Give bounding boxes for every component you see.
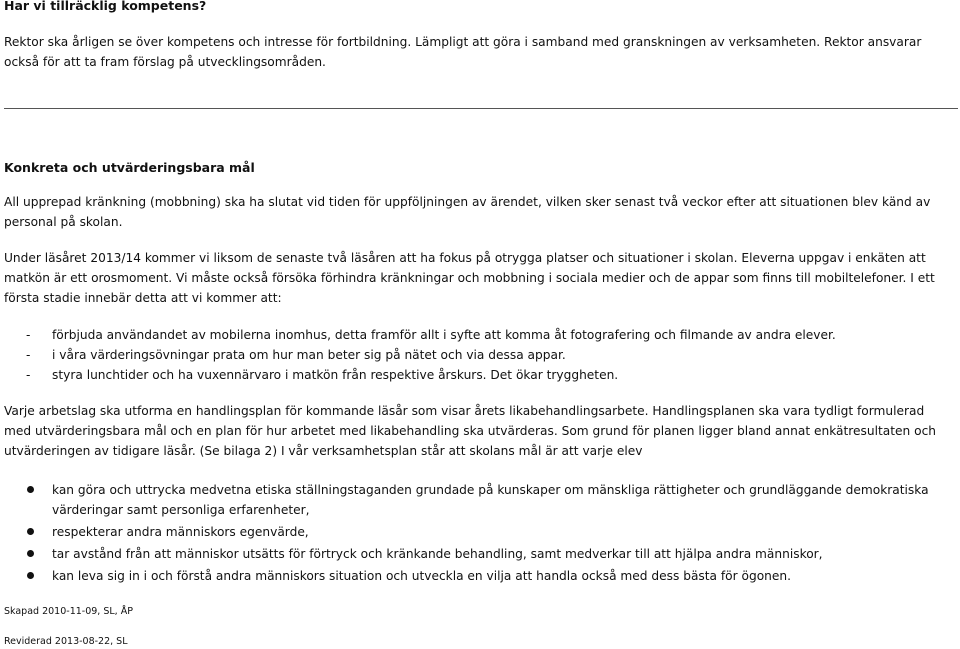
bullet-icon	[27, 572, 34, 579]
list-item-text: i våra värderingsövningar prata om hur man beter sig på nätet och via dessa appar.	[52, 348, 566, 362]
dash-marker: -	[26, 368, 31, 382]
bullet-icon	[27, 550, 34, 557]
section-heading-goals: Konkreta och utvärderingsbara mål	[4, 160, 255, 175]
list-item	[4, 480, 944, 520]
action-plan-paragraph: Varje arbetslag ska utforma en handlingsplan för kommande läsår som visar årets likabehandlingsarbete. Handlingsplanen ska vara tydligt formulerad med utvärderingsbara mål och en plan för hur arbetet med likabehandling ska utvärderas. Som grund för planen ligger bland annat enkätresultaten och utvärderingen av tidigare läsår. (Se bilaga 2) I vår verksamhetsplan står att skolans mål är att varje elev	[4, 404, 936, 458]
list-item	[4, 345, 944, 365]
list-item-text: styra lunchtider och ha vuxennärvaro i matkön från respektive årskurs. Det ökar tryggheten.	[52, 368, 619, 382]
action-list	[4, 325, 944, 385]
intro-paragraph: Rektor ska årligen se över kompetens och intresse för fortbildning. Lämpligt att göra i samband med granskningen av verksamheten. Rektor ansvarar också för att ta fram förslag på utvecklingsområden.	[4, 35, 922, 69]
list-item	[4, 325, 944, 345]
list-item	[4, 566, 944, 586]
dash-marker: -	[26, 328, 31, 342]
footer-revised: Reviderad 2013-08-22, SL	[4, 636, 128, 647]
list-item-text: kan göra och uttrycka medvetna etiska ställningstaganden grundade på kunskaper om mänskliga rättigheter och grundläggande demokratiska värderingar samt personliga erfarenheter,	[52, 483, 929, 517]
list-item	[4, 365, 944, 385]
list-item	[4, 522, 944, 542]
list-item-text: respekterar andra människors egenvärde,	[52, 525, 309, 539]
list-item-text: tar avstånd från att människor utsätts för förtryck och kränkande behandling, samt medverkar till att hjälpa andra människor,	[52, 547, 823, 561]
section-heading-competence: Har vi tillräcklig kompetens?	[4, 0, 207, 13]
footer-created: Skapad 2010-11-09, SL, ÅP	[4, 606, 133, 617]
bullet-icon	[27, 528, 34, 535]
bullet-icon	[27, 486, 34, 493]
horizontal-divider	[4, 108, 958, 109]
list-item	[4, 544, 944, 564]
dash-marker: -	[26, 348, 31, 362]
focus-paragraph: Under läsåret 2013/14 kommer vi liksom de senaste två läsåren att ha fokus på otrygga platser och situationer i skolan. Eleverna uppgav i enkäten att matkön är ett orosmoment. Vi måste också försöka förhindra kränkningar och mobbning i sociala medier och de appar som finns till mobiltelefoner. I ett första stadie innebär detta att vi kommer att:	[4, 251, 935, 305]
list-item-text: kan leva sig in i och förstå andra människors situation och utveckla en vilja att handla också med dess bästa för ögonen.	[52, 569, 791, 583]
goal-paragraph: All upprepad kränkning (mobbning) ska ha slutat vid tiden för uppföljningen av ärendet, vilken sker senast två veckor efter att situationen blev känd av personal på skolan.	[4, 195, 931, 229]
list-item-text: förbjuda användandet av mobilerna inomhus, detta framför allt i syfte att komma åt fotografering och filmande av andra elever.	[52, 328, 836, 342]
student-goals-list	[4, 480, 944, 588]
